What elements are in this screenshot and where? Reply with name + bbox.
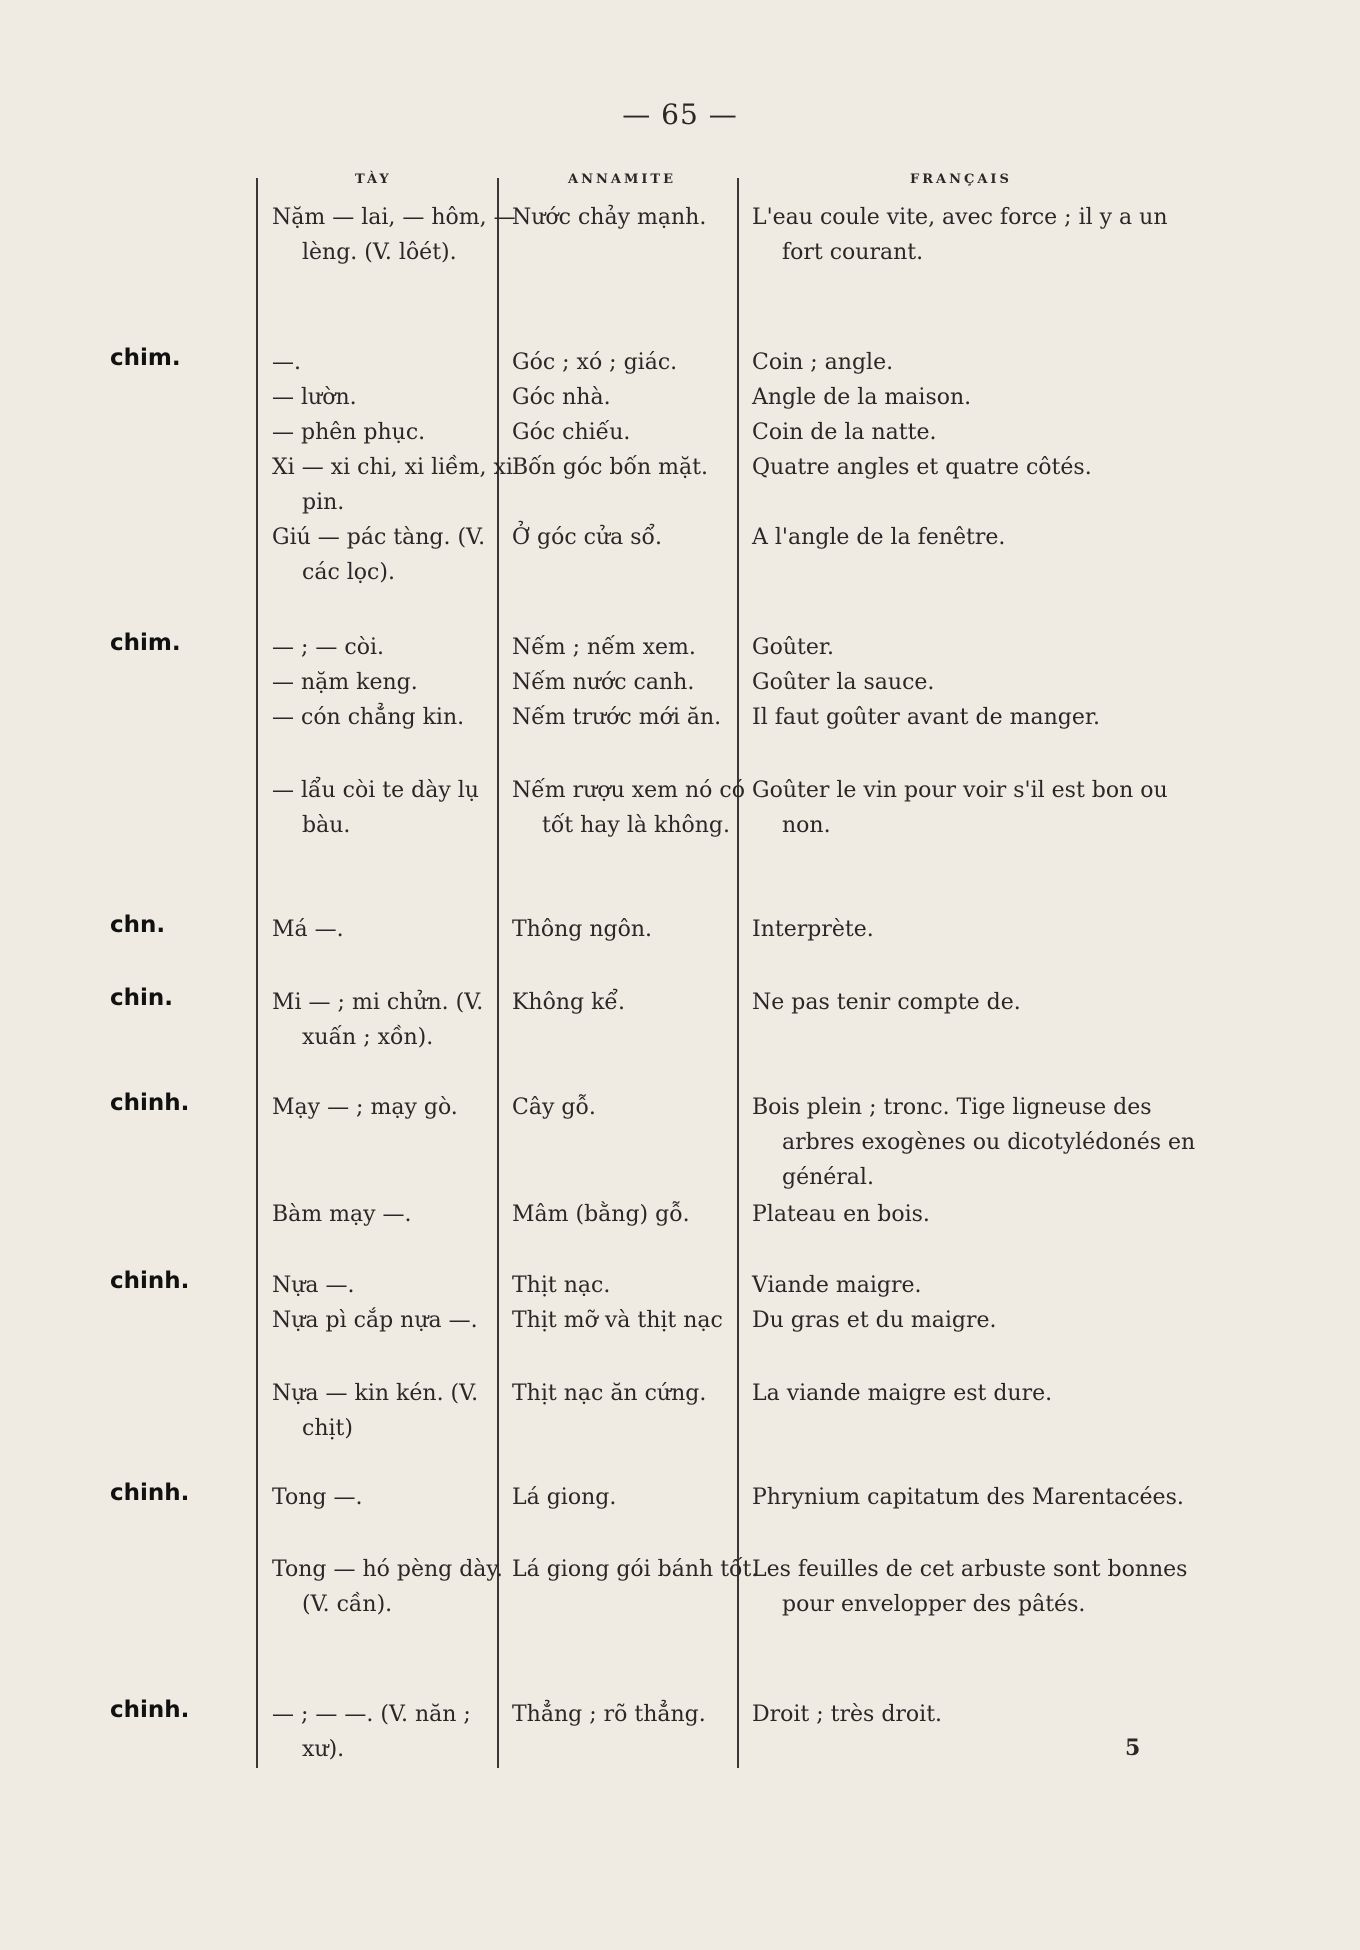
- annamite-text: Nếm nước canh.: [512, 670, 695, 695]
- tay-text: —.: [272, 350, 301, 375]
- annamite-text: Bốn góc bốn mặt.: [512, 455, 708, 480]
- headword: chinh.: [110, 1697, 190, 1723]
- tay-text: Nựa — kin kén. (V. chịt): [272, 1381, 479, 1441]
- annamite-text: Nếm ; nếm xem.: [512, 635, 696, 660]
- headword: chim.: [110, 345, 181, 371]
- annamite-text: Thịt mỡ và thịt nạc: [512, 1308, 723, 1333]
- annamite-text: Mâm (bằng) gỗ.: [512, 1202, 690, 1227]
- column-rule-left: [256, 178, 258, 1768]
- headword: chn.: [110, 912, 166, 938]
- signature-mark: 5: [1125, 1735, 1141, 1761]
- french-text: Angle de la maison.: [752, 385, 972, 410]
- tay-text: Bàm mạy —.: [272, 1202, 412, 1227]
- tay-text: — nặm keng.: [272, 670, 418, 695]
- tay-text: Xi — xi chi, xi liềm, xi pin.: [272, 455, 513, 515]
- french-text: La viande maigre est dure.: [752, 1381, 1053, 1406]
- annamite-text: Nếm trước mới ăn.: [512, 705, 722, 730]
- french-text: Phrynium capitatum des Marentacées.: [752, 1485, 1184, 1510]
- french-text: Quatre angles et quatre côtés.: [752, 455, 1092, 480]
- tay-text: Giú — pác tàng. (V. các lọc).: [272, 525, 486, 585]
- annamite-text: Lá giong gói bánh tốt.: [512, 1557, 759, 1582]
- french-text: Les feuilles de cet arbuste sont bonnes pour envelopper des pâtés.: [752, 1557, 1188, 1617]
- column-header-francais: FRANÇAIS: [910, 172, 1012, 187]
- page-number: — 65 —: [622, 98, 738, 131]
- french-text: Goûter le vin pour voir s'il est bon ou non.: [752, 778, 1168, 838]
- french-text: Ne pas tenir compte de.: [752, 990, 1021, 1015]
- headword: chin.: [110, 985, 174, 1011]
- french-text: Coin ; angle.: [752, 350, 894, 375]
- tay-text: — ; — còi.: [272, 635, 384, 660]
- french-text: Droit ; très droit.: [752, 1702, 943, 1727]
- french-text: A l'angle de la fenêtre.: [752, 525, 1006, 550]
- annamite-text: Nước chảy mạnh.: [512, 205, 707, 230]
- annamite-text: Lá giong.: [512, 1485, 617, 1510]
- tay-text: Mạy — ; mạy gò.: [272, 1095, 458, 1120]
- french-text: Coin de la natte.: [752, 420, 937, 445]
- tay-text: Tong —.: [272, 1485, 363, 1510]
- french-text: Il faut goûter avant de manger.: [752, 705, 1100, 730]
- french-text: Viande maigre.: [752, 1273, 922, 1298]
- annamite-text: Góc nhà.: [512, 385, 611, 410]
- headword: chinh.: [110, 1480, 190, 1506]
- headword: chim.: [110, 630, 181, 656]
- french-text: Du gras et du maigre.: [752, 1308, 997, 1333]
- tay-text: Nựa pì cắp nựa —.: [272, 1308, 478, 1333]
- annamite-text: Góc chiếu.: [512, 420, 631, 445]
- annamite-text: Thông ngôn.: [512, 917, 652, 942]
- tay-text: — lẩu còi te dày lụ bàu.: [272, 778, 479, 838]
- tay-text: — lườn.: [272, 385, 357, 410]
- annamite-text: Thịt nạc.: [512, 1273, 611, 1298]
- tay-text: — cón chẳng kin.: [272, 705, 465, 730]
- tay-text: — phên phục.: [272, 420, 426, 445]
- tay-text: Tong — hó pèng dày. (V. cần).: [272, 1557, 503, 1617]
- tay-text: Mi — ; mi chửn. (V. xuấn ; xồn).: [272, 990, 484, 1050]
- french-text: L'eau coule vite, avec force ; il y a un fort courant.: [752, 205, 1168, 265]
- column-header-tay: TÀY: [355, 172, 392, 187]
- tay-text: — ; — —. (V. năn ; xư).: [272, 1702, 471, 1762]
- annamite-text: Thịt nạc ăn cứng.: [512, 1381, 707, 1406]
- headword: chinh.: [110, 1090, 190, 1116]
- french-text: Plateau en bois.: [752, 1202, 930, 1227]
- annamite-text: Góc ; xó ; giác.: [512, 350, 678, 375]
- french-text: Goûter.: [752, 635, 834, 660]
- french-text: Goûter la sauce.: [752, 670, 935, 695]
- french-text: Bois plein ; tronc. Tige ligneuse des arbres exogènes ou dicotylédonés en général.: [752, 1095, 1196, 1190]
- tay-text: Nặm — lai, — hôm, — lèng. (V. lôét).: [272, 205, 516, 265]
- french-text: Interprète.: [752, 917, 874, 942]
- headword: chinh.: [110, 1268, 190, 1294]
- annamite-text: Ở góc cửa sổ.: [512, 525, 663, 550]
- annamite-text: Nếm rượu xem nó có tốt hay là không.: [512, 778, 745, 838]
- annamite-text: Không kể.: [512, 990, 625, 1015]
- tay-text: Nựa —.: [272, 1273, 355, 1298]
- annamite-text: Thẳng ; rõ thẳng.: [512, 1702, 706, 1727]
- annamite-text: Cây gỗ.: [512, 1095, 596, 1120]
- column-header-annamite: ANNAMITE: [568, 172, 676, 187]
- tay-text: Má —.: [272, 917, 344, 942]
